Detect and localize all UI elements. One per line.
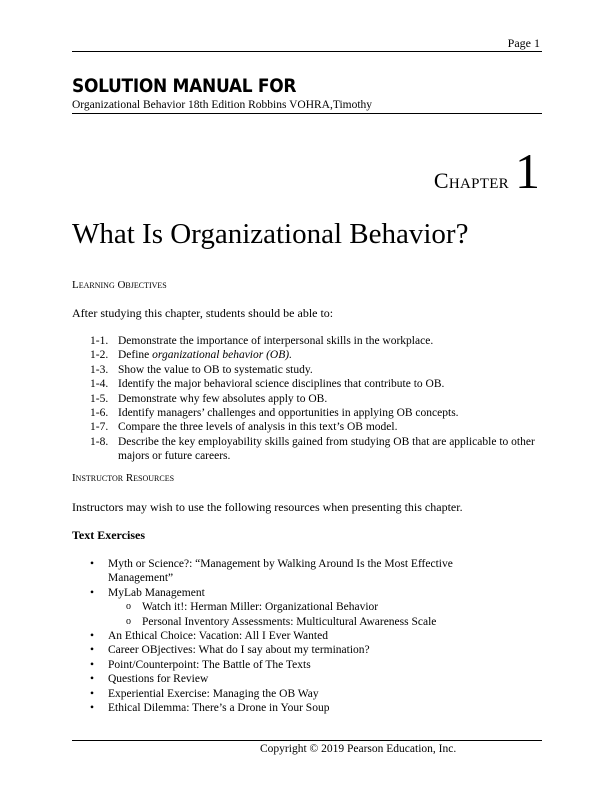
- learning-objective-item: [90, 435, 540, 464]
- chapter-number: 1: [515, 143, 540, 199]
- exercise-item: [90, 672, 490, 686]
- bullet-icon: •: [90, 586, 95, 599]
- objective-text: Identify managers’ challenges and opportunities in applying OB concepts.: [118, 407, 459, 420]
- exercise-sublist: [90, 600, 436, 629]
- copyright-notice: Copyright © 2019 Pearson Education, Inc.: [260, 743, 457, 755]
- objective-number: 1-5.: [90, 392, 109, 405]
- learning-objective-item: [90, 348, 540, 362]
- exercise-item: [90, 701, 490, 715]
- learning-objective-item: [90, 377, 540, 391]
- chapter-title: What Is Organizational Behavior?: [72, 218, 469, 250]
- exercise-text: Point/Counterpoint: The Battle of The Texts: [108, 658, 311, 671]
- learning-objectives-list: [90, 334, 540, 464]
- objective-text-italic: organizational behavior (OB).: [152, 349, 292, 362]
- objective-text: Show the value to OB to systematic study.: [118, 363, 313, 376]
- bullet-icon: •: [90, 673, 95, 686]
- bullet-icon: •: [90, 658, 95, 671]
- exercise-text: Questions for Review: [108, 673, 209, 686]
- title-rule: [72, 113, 542, 114]
- exercise-text: Experiential Exercise: Managing the OB Way: [108, 687, 319, 700]
- objective-number: 1-4.: [90, 378, 109, 391]
- text-exercises-list: [90, 557, 490, 715]
- chapter-word: Chapter: [433, 168, 509, 193]
- instructor-resources-intro: Instructors may wish to use the following resources when presenting this chapter.: [72, 500, 463, 514]
- circle-bullet-icon: o: [126, 615, 131, 627]
- objective-number: 1-1.: [90, 335, 109, 347]
- objective-text: Demonstrate the importance of interpersonal skills in the workplace.: [118, 335, 434, 347]
- objective-text-plain: Define: [118, 349, 153, 362]
- exercise-text: Career OBjectives: What do I say about my termination?: [108, 644, 370, 657]
- objective-text: Compare the three levels of analysis in this text’s OB model.: [118, 421, 398, 434]
- objective-number: 1-7.: [90, 421, 109, 434]
- exercise-content: [108, 629, 490, 643]
- exercise-content: [108, 701, 490, 715]
- exercise-content: [108, 672, 490, 686]
- bullet-icon: •: [90, 702, 95, 715]
- header-rule: [72, 51, 542, 52]
- learning-objectives-heading: Learning Objectives: [72, 279, 167, 291]
- exercise-text: MyLab Management: [108, 586, 205, 599]
- objective-text: Demonstrate why few absolutes apply to OB.: [118, 392, 328, 405]
- objective-number: 1-2.: [90, 349, 109, 362]
- exercise-content: [108, 658, 490, 672]
- objective-text: Identify the major behavioral science disciplines that contribute to OB.: [118, 378, 445, 391]
- exercise-sublist-container: [90, 600, 490, 629]
- manual-title: SOLUTION MANUAL FOR: [72, 76, 297, 98]
- circle-bullet-icon: o: [126, 601, 131, 613]
- exercise-item: [90, 643, 490, 657]
- text-exercises-heading: Text Exercises: [72, 528, 145, 542]
- exercise-text: An Ethical Choice: Vacation: All I Ever Wanted: [108, 630, 328, 643]
- objective-text: [118, 348, 540, 362]
- learning-objectives-intro: After studying this chapter, students should be able to:: [72, 306, 334, 320]
- exercise-subitem-text: Watch it!: Herman Miller: Organizational Behavior: [142, 601, 379, 614]
- exercise-subitem: [126, 600, 436, 614]
- learning-objective-item: [90, 406, 540, 420]
- exercise-content: [108, 557, 490, 586]
- exercise-subitem-text: Personal Inventory Assessments: Multicultural Awareness Scale: [142, 615, 437, 628]
- exercise-item: [90, 586, 490, 600]
- exercise-item: [90, 629, 490, 643]
- exercise-item: [90, 557, 490, 586]
- exercise-content: [108, 687, 490, 701]
- objective-text: Describe the key employability skills gained from studying OB that are applicable to other majors or future careers.: [118, 435, 535, 463]
- exercise-item: [90, 658, 490, 672]
- exercise-content: [108, 586, 490, 600]
- bullet-icon: •: [90, 630, 95, 643]
- footer-rule: [72, 740, 542, 741]
- exercise-content: [108, 643, 490, 657]
- bullet-icon: •: [90, 644, 95, 657]
- page-number: Page 1: [507, 36, 540, 50]
- learning-objective-item: [90, 420, 540, 434]
- exercise-subitem: [126, 615, 436, 629]
- instructor-resources-heading: Instructor Resources: [72, 472, 175, 484]
- objective-number: 1-8.: [90, 435, 109, 448]
- objective-number: 1-3.: [90, 363, 109, 376]
- exercise-item: [90, 687, 490, 701]
- chapter-label: [433, 143, 540, 199]
- exercise-text: Myth or Science?: “Management by Walking Around Is the Most Effective Management”: [108, 558, 453, 585]
- manual-subtitle: Organizational Behavior 18th Edition Robbins VOHRA,Timothy: [72, 99, 373, 111]
- learning-objective-item: [90, 334, 540, 348]
- bullet-icon: •: [90, 558, 95, 570]
- bullet-icon: •: [90, 687, 95, 700]
- learning-objective-item: [90, 392, 540, 406]
- learning-objective-item: [90, 363, 540, 377]
- objective-number: 1-6.: [90, 407, 109, 420]
- exercise-text: Ethical Dilemma: There’s a Drone in Your Soup: [108, 702, 330, 715]
